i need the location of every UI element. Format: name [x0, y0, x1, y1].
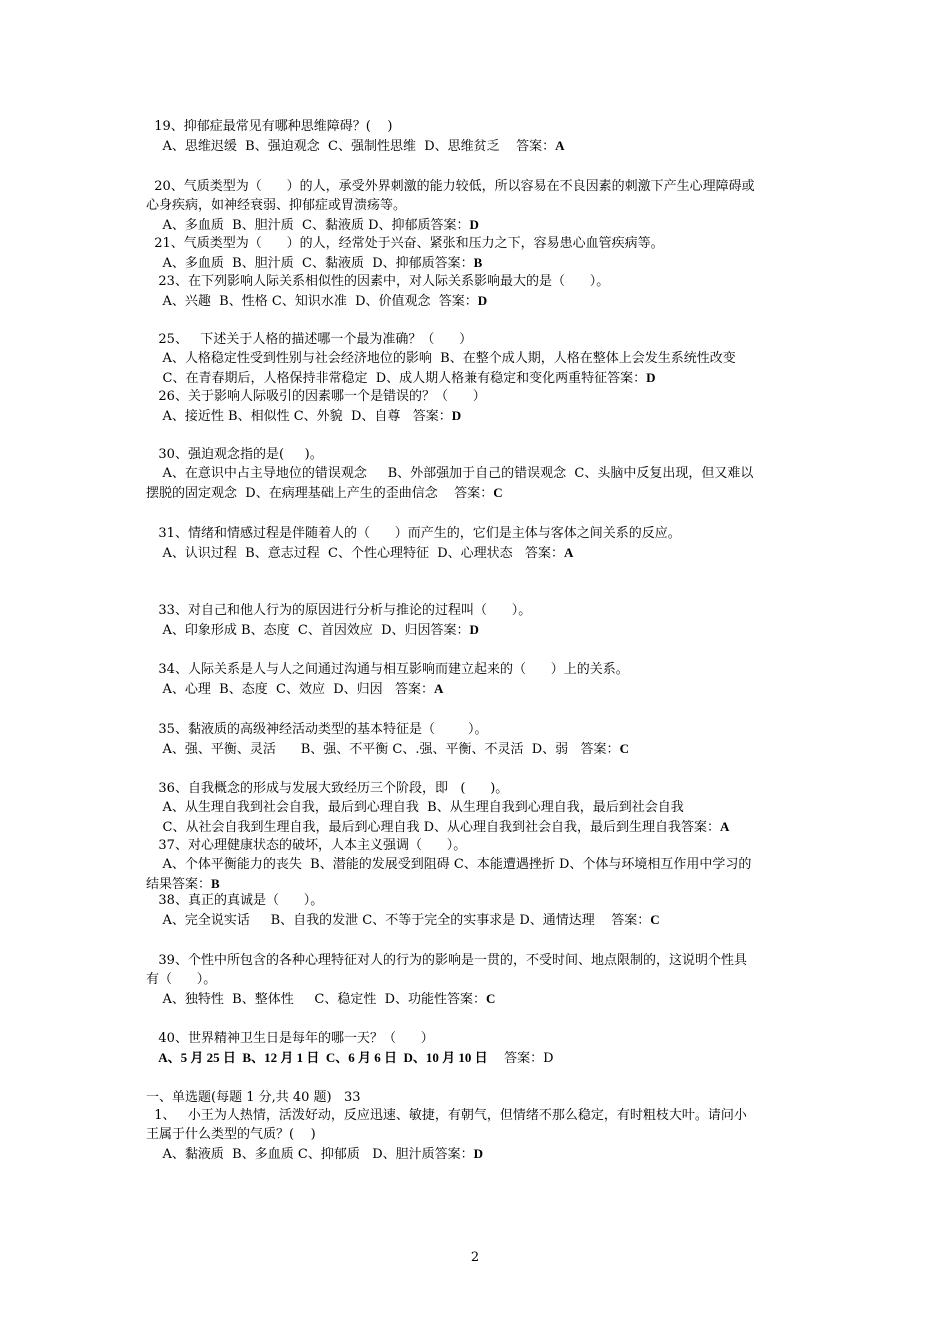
- q37-question: 37、对心理健康状态的破坏，人本主义强调（ ）。: [146, 838, 467, 853]
- q37-options-line2: [146, 875, 810, 893]
- q26-options: [146, 407, 810, 425]
- q26-question: 26、关于影响人际吸引的因素哪一个是错误的？（ ）: [146, 389, 486, 404]
- q26-options-text: A、接近性 B、相似性 C、外貌 D、自尊 答案：: [146, 409, 452, 424]
- q30-answer: C: [493, 485, 503, 500]
- q34-options-text: A、心理 B、态度 C、效应 D、归因 答案：: [146, 682, 435, 697]
- q35-answer: C: [619, 741, 629, 756]
- q19-question: 19、抑郁症最常见有哪种思维障碍？( ): [146, 119, 393, 134]
- q34-answer: A: [434, 681, 444, 696]
- q36-answer: A: [720, 819, 730, 834]
- q1-question-line1: 1、 小王为人热情，活泼好动，反应迅速、敏捷，有朝气，但情绪不那么稳定，有时粗枝大叶。请问小: [146, 1108, 747, 1123]
- q36-options-text: C、从社会自我到生理自我，最后到心理自我 D、从心理自我到社会自我，最后到生理自我答案：: [146, 820, 721, 835]
- section-heading: 一、单选题(每题 1 分,共 40 题) 33: [146, 1090, 361, 1105]
- q39-question-line1: 39、个性中所包含的各种心理特征对人的行为的影响是一贯的，不受时间、地点限制的，这说明个性具: [146, 953, 747, 968]
- q31-question: 31、情绪和情感过程是伴随着人的（ ）而产生的，它们是主体与客体之间关系的反应。: [146, 526, 681, 541]
- q20-options: [146, 216, 810, 234]
- q33-question: 33、对自己和他人行为的原因进行分析与推论的过程叫（ ）。: [146, 603, 532, 618]
- q1-options-text: A、黏液质 B、多血质 C、抑郁质 D、胆汁质答案：: [146, 1147, 474, 1162]
- q26-answer: D: [451, 408, 462, 423]
- q23-options-text: A、兴趣 B、性格 C、知识水准 D、价值观念 答案：: [146, 294, 478, 309]
- q25-question: 25、 下述关于人格的描述哪一个最为准确？（ ）: [146, 332, 473, 347]
- q19-options: [146, 137, 810, 155]
- q31-options: [146, 544, 810, 562]
- q20-question-line2: 心身疾病，如神经衰弱、抑郁症或胃溃疡等。: [146, 198, 407, 213]
- q31-answer: A: [564, 545, 574, 560]
- page-number: 2: [470, 1250, 480, 1265]
- q33-options: [146, 621, 810, 639]
- q30-options-text: 摆脱的固定观念 D、在病理基础上产生的歪曲信念 答案：: [146, 486, 494, 501]
- q33-options-text: A、印象形成 B、态度 C、首因效应 D、归因答案：: [146, 623, 470, 638]
- q25-options-line2: [146, 369, 810, 387]
- q40-answer: 答案：D: [487, 1051, 554, 1066]
- q1-question-line2: 王属于什么类型的气质？( ): [146, 1127, 316, 1142]
- q1-answer: D: [473, 1146, 484, 1161]
- q38-question: 38、真正的真诚是（ ）。: [146, 893, 324, 908]
- q39-options: [146, 990, 810, 1008]
- q40-question: 40、世界精神卫生日是每年的哪一天？（ ）: [146, 1031, 434, 1046]
- q35-options-text: A、强、平衡、灵活 B、强、不平衡 C、.强、平衡、不灵活 D、弱 答案：: [146, 742, 620, 757]
- q37-options-text: 结果答案：: [146, 877, 212, 892]
- q25-options-text: C、在青春期后，人格保持非常稳定 D、成人期人格兼有稳定和变化两重特征答案：: [146, 371, 647, 386]
- q38-answer: C: [650, 912, 660, 927]
- q21-question: 21、气质类型为（ ）的人，经常处于兴奋、紧张和压力之下，容易患心血管疾病等。: [146, 236, 664, 251]
- q21-options-text: A、多血质 B、胆汁质 C、黏液质 D、抑郁质答案：: [146, 256, 474, 271]
- q20-question-line1: 20、气质类型为（ ）的人，承受外界刺激的能力较低，所以容易在不良因素的刺激下产生心理障碍或: [146, 179, 755, 194]
- q19-answer: A: [555, 138, 565, 153]
- q36-options-line1: A、从生理自我到社会自我，最后到心理自我 B、从生理自我到心理自我，最后到社会自我: [146, 800, 684, 815]
- q37-options-line1: A、个体平衡能力的丧失 B、潜能的发展受到阻碍 C、本能遭遇挫折 D、个体与环境相互作用中学习的: [146, 857, 752, 872]
- q40-options-text: A、5 月 25 日 B、12 月 1 日 C、6 月 6 日 D、10 月 10 日: [146, 1050, 488, 1065]
- q38-options: [146, 911, 810, 929]
- q25-options-line1: A、人格稳定性受到性别与社会经济地位的影响 B、在整个成人期，人格在整体上会发生系统性改变: [146, 351, 736, 366]
- q19-options-text: A、思维迟缓 B、强迫观念 C、强制性思维 D、思维贫乏 答案：: [146, 139, 556, 154]
- q35-options: [146, 740, 810, 758]
- q35-question: 35、黏液质的高级神经活动类型的基本特征是（ ）。: [146, 722, 488, 737]
- q36-options-line2: [146, 818, 810, 836]
- q39-answer: C: [486, 991, 496, 1006]
- q1-options: [146, 1145, 810, 1163]
- q20-options-text: A、多血质 B、胆汁质 C、黏液质 D、抑郁质答案：: [146, 218, 470, 233]
- q36-question: 36、自我概念的形成与发展大致经历三个阶段，即 ( )。: [146, 781, 509, 796]
- q31-options-text: A、认识过程 B、意志过程 C、个性心理特征 D、心理状态 答案：: [146, 546, 565, 561]
- q40-options: [146, 1049, 810, 1067]
- q20-answer: D: [469, 217, 479, 232]
- q38-options-text: A、完全说实话 B、自我的发泄 C、不等于完全的实事求是 D、通情达理 答案：: [146, 913, 651, 928]
- q21-options: [146, 254, 810, 272]
- q30-options-line1: A、在意识中占主导地位的错误观念 B、外部强加于自己的错误观念 C、头脑中反复出现，但又难以: [146, 466, 754, 481]
- q34-question: 34、人际关系是人与人之间通过沟通与相互影响而建立起来的（ ）上的关系。: [146, 662, 629, 677]
- q30-options-line2: [146, 484, 810, 502]
- q39-question-line2: 有（ ）。: [146, 972, 217, 987]
- q25-answer: D: [646, 370, 656, 385]
- q34-options: [146, 680, 810, 698]
- q23-answer: D: [477, 293, 488, 308]
- q39-options-text: A、独特性 B、整体性 C、稳定性 D、功能性答案：: [146, 992, 487, 1007]
- q21-answer: B: [473, 255, 483, 270]
- q33-answer: D: [469, 622, 479, 637]
- q37-answer: B: [211, 876, 220, 891]
- q23-options: [146, 292, 810, 310]
- q30-question: 30、强迫观念指的是( )。: [146, 447, 323, 462]
- q23-question: 23、在下列影响人际关系相似性的因素中，对人际关系影响最大的是（ ）。: [146, 274, 610, 289]
